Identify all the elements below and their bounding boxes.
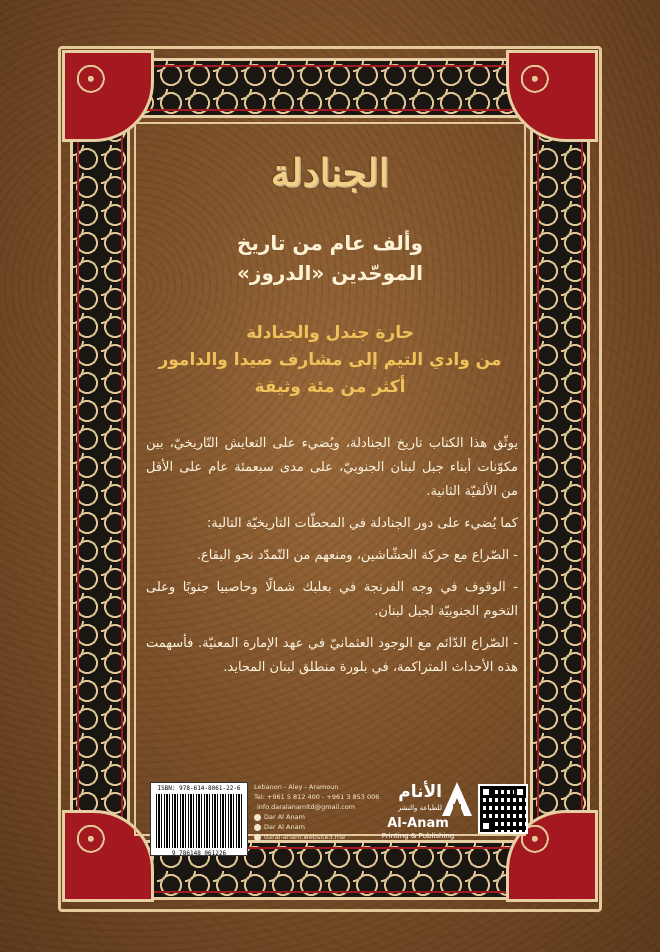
blurb-text bbox=[146, 432, 518, 688]
headline-line: أكثر من مئة وثيقة bbox=[254, 377, 406, 397]
contact-phones bbox=[254, 792, 380, 802]
barcode-icon bbox=[150, 782, 248, 856]
isbn-digits: 9 786148 061226 bbox=[171, 850, 227, 857]
blurb-bullet: - الوقوف في وجه الفرنجة في بعلبك شمالًا وحاصبيا جنوبًا وعلى التخوم الجنوبيّة لجبل لبنان. bbox=[146, 580, 518, 619]
blurb-bullet: - الصّراع مع حركة الحشّاشين، ومنعهم من التّمدّد نحو البقاع. bbox=[196, 548, 518, 563]
contact-email bbox=[254, 802, 354, 812]
qr-code-icon bbox=[478, 784, 528, 834]
headline-line: حارة جندل والجنادلة bbox=[246, 323, 414, 343]
subtitle-line: الموحّدين «الدروز» bbox=[237, 261, 423, 285]
publisher-sub-ar: للطباعة والنشر bbox=[397, 804, 442, 812]
contact-address bbox=[254, 782, 354, 792]
headline-block bbox=[150, 320, 510, 401]
blurb-paragraph: يوثّق هذا الكتاب تاريخ الجنادلة، ويُضيء على التعايش التّاريخيّ، بين مكوّنات أبناء جبل لبنان الجنوبيّ، على مدى سبعمئة عام على الأقل من الألفيّة الثانية. bbox=[146, 436, 518, 499]
book-subtitle bbox=[150, 228, 510, 288]
publisher-name-ar: الأنام bbox=[398, 782, 442, 802]
qr-finder bbox=[480, 820, 492, 832]
headline-line: من وادي التيم إلى مشارف صيدا والدامور bbox=[158, 350, 502, 370]
barcode-bars bbox=[156, 794, 242, 848]
phones-text: Tel: +961 5 812 400 - +961 3 853 006 bbox=[254, 793, 380, 801]
instagram-text: Dar Al Anam bbox=[264, 823, 305, 831]
facebook-icon bbox=[254, 814, 261, 821]
website-text: daral-anam.website3.me bbox=[264, 833, 346, 841]
contact-instagram bbox=[254, 822, 354, 832]
contact-facebook bbox=[254, 812, 354, 822]
contact-website bbox=[254, 832, 354, 842]
subtitle-line: وألف عام من تاريخ bbox=[236, 231, 424, 255]
publisher-name-en: Al-Anam bbox=[387, 816, 449, 831]
blurb-bullet: - الصّراع الدّائم مع الوجود العثمانيّ في عهد الإمارة المعنيّة. فأسهمت هذه الأحداث المتراكمة، في بلورة منطلق لبنان المحايد. bbox=[146, 636, 518, 675]
frame-band-left bbox=[70, 58, 130, 900]
blurb-paragraph: كما يُضيء على دور الجنادلة في المحطّات التاريخيّة التالية: bbox=[206, 516, 518, 531]
instagram-icon bbox=[254, 824, 261, 831]
publisher-contacts bbox=[254, 782, 380, 842]
publisher-logo bbox=[360, 780, 476, 844]
publisher-logo-icon bbox=[440, 780, 474, 818]
isbn-label: ISBN: 978-614-8061-22-6 bbox=[157, 785, 241, 792]
qr-finder bbox=[480, 786, 492, 798]
web-icon bbox=[254, 834, 261, 841]
email-text: info.daralanamltd@gmail.com bbox=[257, 803, 356, 811]
book-title: الجنادلة bbox=[270, 150, 390, 195]
facebook-text: Dar Al Anam bbox=[264, 813, 305, 821]
qr-finder bbox=[514, 786, 526, 798]
publisher-tagline: Printing & Publishing bbox=[381, 832, 455, 840]
address-text: Lebanon - Aley - Aramoun bbox=[254, 783, 339, 791]
frame-band-right bbox=[530, 58, 590, 900]
